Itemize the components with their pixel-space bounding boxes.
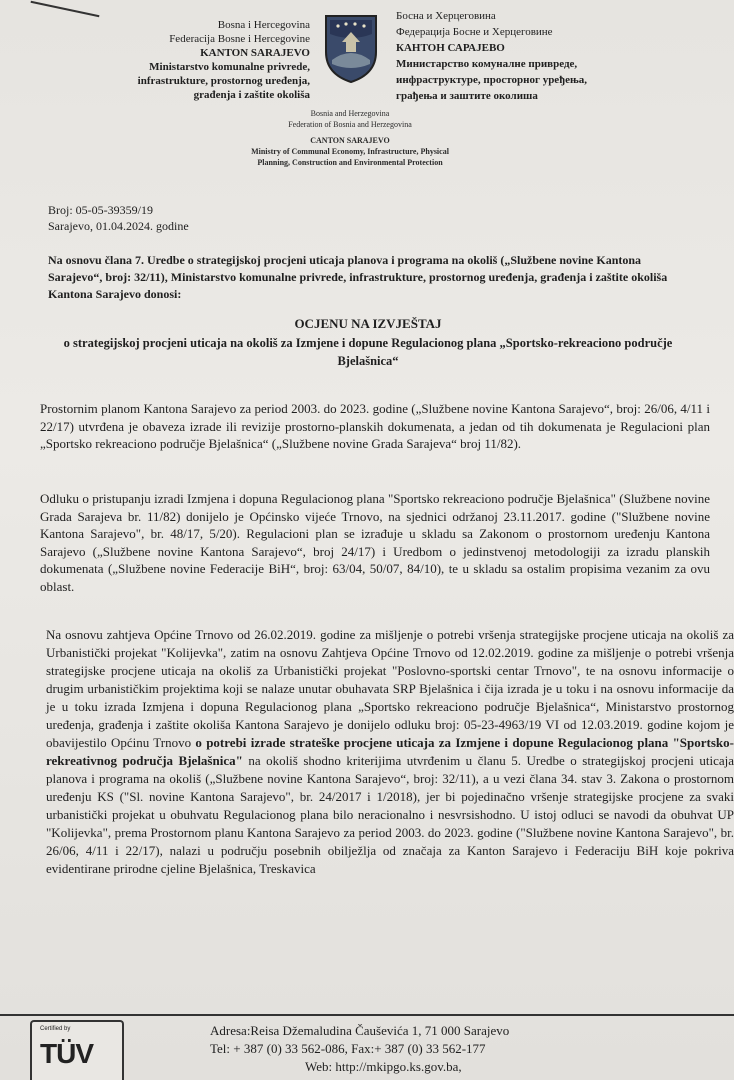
header-right-cyrillic: [396, 8, 666, 104]
coat-of-arms-icon: [322, 12, 380, 84]
document-subtitle: o strategijskoj procjeni uticaja na okoliš za Izmjene i dopune Regulacionog plana „Sportsko-rekreaciono područje Bjelašnica“: [63, 336, 673, 368]
header-line: Federacija Bosne i Hercegovine: [169, 33, 310, 45]
document-meta: [48, 202, 189, 234]
footer-divider: [0, 1014, 734, 1016]
header-center-english: [200, 108, 500, 168]
tuv-certification-logo: [30, 1020, 124, 1080]
body-paragraph-2: Odluku o pristupanju izradi Izmjena i dopuna Regulacionog plana "Sportsko rekreaciono područje Bjelašnica" (Službene novine Grada Sarajeva br. 11/82) donijelo je Općinsko vijeće Trnovo, na sjednici održanoj 23.11.2017. godine ("Službene novine Kantona Sarajevo", br. 48/17, 5/20). Regulacioni plan se izrađuje u skladu sa Zakonom o prostornom uređenju Kantona Sarajevo („Službene novine Kantona Sarajevo“, broj 24/17) i Uredbom o jedinstvenoj metodologiji za izradu planskih dokumenata („Službene novine Federacije BiH“, broj: 63/04, 50/07, 84/10), te u skladu sa ostalim propisima vezanim za ovu oblast.: [40, 491, 710, 594]
pen-mark: [31, 1, 100, 18]
header-left-bosnian: [95, 18, 310, 102]
footer-phone: Tel: + 387 (0) 33 562-086, Fax:+ 387 (0) 33 562-177: [210, 1041, 486, 1056]
paragraph-bold-text: o potrebi izrade strateške procjene uticaja za Izmjene i dopune Regulacionog plana "Sportsko-rekreativnog područja Bjelašnica": [46, 735, 734, 768]
header-line: Ministarstvo komunalne privrede,: [149, 61, 310, 73]
header-line: KANTON SARAJEVO: [200, 47, 310, 59]
footer-contact: [210, 1022, 630, 1076]
intro-paragraph: Na osnovu člana 7. Uredbe o strategijskoj procjeni uticaja planova i programa na okoliš („Službene novine Kantona Sarajevo“, broj: 32/11), Ministarstvo komunalne privrede, infrastrukture, prostornog uređenja, građenja i zaštite okoliša Kantona Sarajevo donosi:: [48, 253, 668, 301]
header-line: CANTON SARAJEVO: [310, 136, 390, 145]
header-line: Федерација Босне и Херцеговине: [396, 26, 553, 38]
header-line: Bosnia and Herzegovina: [310, 109, 390, 118]
tuv-mark: TÜV: [40, 1038, 93, 1069]
header-line: инфраструктуре, просторног уређења,: [396, 74, 587, 86]
header-line: КАНТОН САРАЈЕВО: [396, 42, 505, 54]
header-line: građenja i zaštite okoliša: [193, 89, 310, 101]
footer-address: Adresa:Reisa Džemaludina Čauševića 1, 71 000 Sarajevo: [210, 1023, 510, 1038]
paragraph-text: na okoliš shodno kriterijima utvrđenim u članu 5. Uredbe o strategijskoj procjeni uticaja planova i programa na okoliš („Službene novine Kantona Sarajevo“, broj: 32/11), a u vezi člana 34. stav 3. Zakona o prostornom uređenju KS ("Sl. novine Kantona Sarajevo", br. 24/2017 i 1/2018), jer bi pojedinačno vršenje strategijske procjene za svaki urbanistički projekat u obuhvatu Regulacionog plana bilo neracionalno i nesvrsishodno. U istoj odluci se navodi da obuhvat UP "Kolijevka", prema Prostornom planu Kantona Sarajevo za period 2003. do 2023. godine ("Službene novine Kantona Sarajevo", br. 26/06, 4/11 i 22/17), nalazi u području posebnih obilježlja od značaja za Kanton Sarajevo i Federaciju BiH koje pokriva evidentirane prirodne cjeline Bjelašnica, Treskavica: [46, 753, 734, 876]
reference-number: Broj: 05-05-39359/19: [48, 203, 153, 217]
header-line: грађења и заштите околиша: [396, 90, 538, 102]
document-date: Sarajevo, 01.04.2024. godine: [48, 219, 189, 233]
header-line: Босна и Херцеговина: [396, 10, 496, 22]
header-line: Federation of Bosnia and Herzegovina: [288, 120, 412, 129]
header-line: Министарство комуналне привреде,: [396, 58, 578, 70]
body-paragraph-1: Prostornim planom Kantona Sarajevo za period 2003. do 2023. godine („Službene novine Kantona Sarajevo“, broj: 26/06, 4/11 i 22/17) utvrđena je obaveza izrade ili revizije prostorno-planskih dokumenata, a jedan od tih dokumenata je Regulacioni plan „Sportsko rekreaciono područje Bjelašnica“ („Službene novine Grada Sarajeva“ broj 11/82).: [40, 401, 710, 451]
body-paragraph-3: [46, 626, 734, 878]
paragraph-text: Na osnovu zahtjeva Općine Trnovo od 26.02.2019. godine za mišljenje o potrebi vršenja strategijske procjene uticaja na okoliš za Urbanistički projekat "Kolijevka", zatim na osnovu Zahtjeva Općine Trnovo od 12.02.2019. godine za mišljenje o potrebi vršenja strategijske procjene uticaja na okoliš za Urbanistički projekat "Poslovno-sportski centar Trnovo", te na osnovu informacije o drugim urbanističkim projektima koji se nalaze unutar obuhavata SRP Bjelašnica i čija izrada je u toku i na osnovu informacije da je u toku izrada Izmjena i dopuna Regulacionog plana „Sportsko rekreaciono područje Bjelašnica“, Ministarstvo prostornog uređenja, građenja i zaštite okoliša Kantona Sarajevo je donijelo odluku broj: 05-23-4963/19 VI od 12.03.2019. godine kojom je obavijestilo Općinu Trnovo: [46, 627, 734, 750]
footer-web-link[interactable]: Web: http://mkipgo.ks.gov.ba,: [305, 1059, 462, 1074]
document-title: OCJENU NA IZVJEŠTAJ: [294, 316, 442, 331]
header-line: Planning, Construction and Environmental Protection: [257, 158, 443, 167]
header-line: Bosna i Hercegovina: [217, 19, 310, 31]
header-line: infrastrukture, prostornog uređenja,: [137, 75, 310, 87]
header-line: Ministry of Communal Economy, Infrastructure, Physical: [251, 147, 449, 156]
cert-label: Certified by: [40, 1026, 71, 1032]
